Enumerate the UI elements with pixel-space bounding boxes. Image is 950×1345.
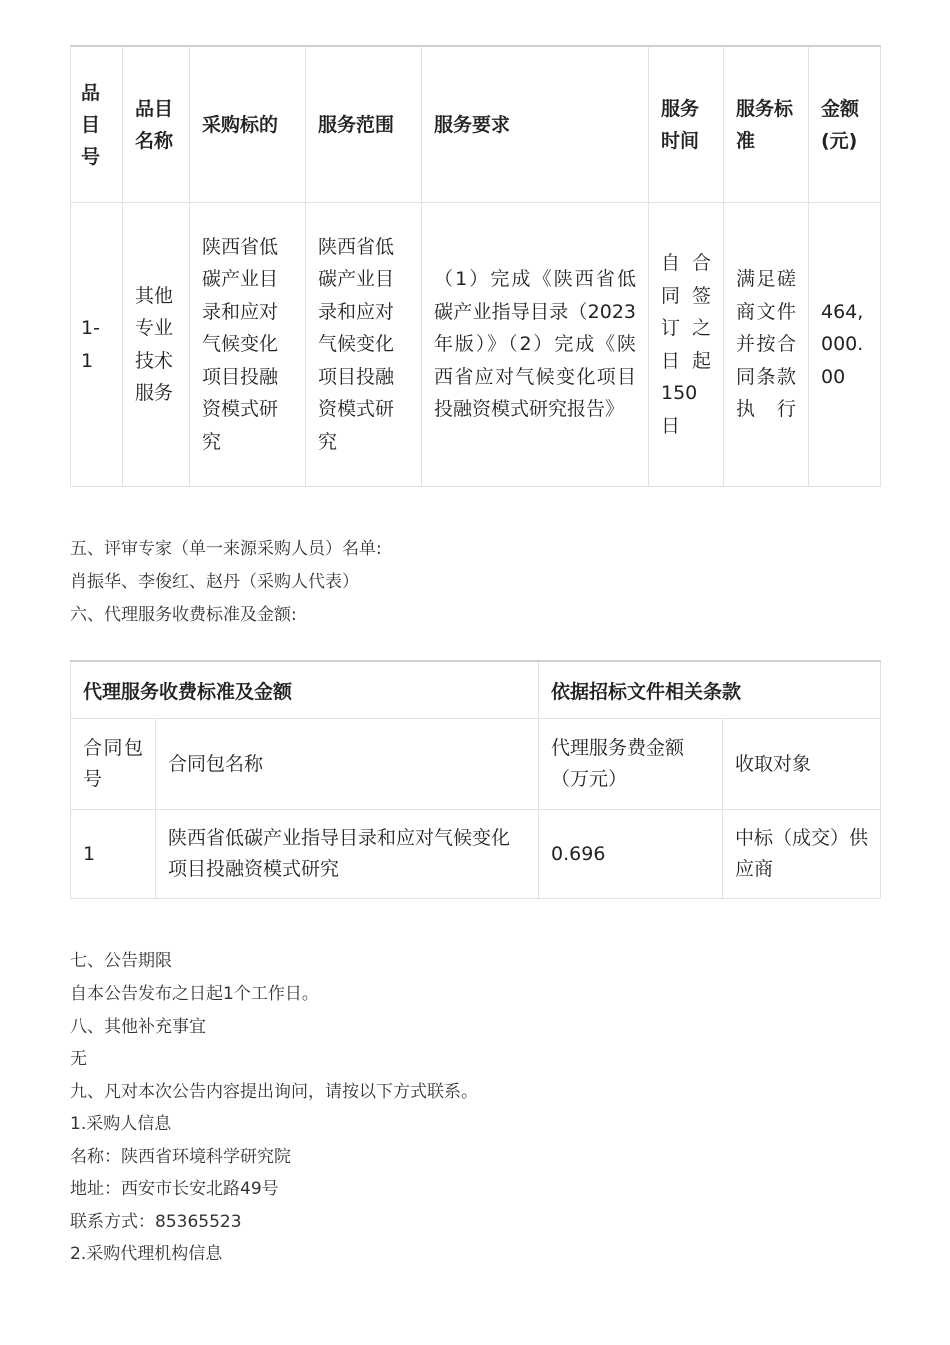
- table-row: [71, 810, 881, 899]
- table-subheader-row: [71, 719, 881, 810]
- section-7-title: 七、公告期限: [70, 951, 172, 971]
- cell-standard: 满足磋商文件并按合同条款执行: [724, 203, 809, 487]
- section-5-title: 五、评审专家（单一来源采购人员）名单:: [70, 539, 382, 559]
- procurement-items-table: [70, 45, 881, 487]
- cell-amount: 464,000.00: [809, 203, 881, 487]
- cell-package-no: 1: [71, 810, 156, 899]
- header-item-no: 品目号: [71, 46, 123, 203]
- agency-info-title: 2.采购代理机构信息: [70, 1244, 223, 1264]
- col-charge-target: 收取对象: [723, 719, 881, 810]
- header-item-name: 品目名称: [123, 46, 190, 203]
- section-6-title: 六、代理服务收费标准及金额:: [70, 605, 297, 625]
- header-standard: 服务标准: [724, 46, 809, 203]
- cell-item-name: 其他专业技术服务: [123, 203, 190, 487]
- col-fee: 代理服务费金额（万元）: [539, 719, 723, 810]
- cell-package-name: 陕西省低碳产业指导目录和应对气候变化项目投融资模式研究: [156, 810, 539, 899]
- section-9-title: 九、凡对本次公告内容提出询问，请按以下方式联系。: [70, 1082, 478, 1102]
- cell-charge-target: 中标（成交）供应商: [723, 810, 881, 899]
- cell-fee: 0.696: [539, 810, 723, 899]
- col-package-name: 合同包名称: [156, 719, 539, 810]
- header-time: 服务时间: [649, 46, 724, 203]
- cell-target: 陕西省低碳产业目录和应对气候变化项目投融资模式研究: [190, 203, 306, 487]
- buyer-address: 地址：西安市长安北路49号: [70, 1179, 279, 1199]
- table-header-row: [71, 661, 881, 719]
- buyer-contact: 联系方式：85365523: [70, 1212, 242, 1232]
- header-basis: 依据招标文件相关条款: [539, 661, 881, 719]
- section-7-content: 自本公告发布之日起1个工作日。: [70, 984, 319, 1004]
- table-header-row: [71, 46, 881, 203]
- header-amount: 金额(元): [809, 46, 881, 203]
- header-scope: 服务范围: [306, 46, 422, 203]
- header-target: 采购标的: [190, 46, 306, 203]
- col-package-no: 合同包号: [71, 719, 156, 810]
- section-5-content: 肖振华、李俊红、赵丹（采购人代表）: [70, 572, 359, 592]
- cell-requirement: （1）完成《陕西省低碳产业指导目录（2023年版）》（2）完成《陕西省应对气候变化项目投融资模式研究报告》: [422, 203, 649, 487]
- header-fee-standard: 代理服务收费标准及金额: [71, 661, 539, 719]
- agency-fee-table: [70, 660, 881, 899]
- buyer-info-title: 1.采购人信息: [70, 1114, 172, 1134]
- cell-scope: 陕西省低碳产业目录和应对气候变化项目投融资模式研究: [306, 203, 422, 487]
- table-row: [71, 203, 881, 487]
- cell-item-no: 1-1: [71, 203, 123, 487]
- section-8-content: 无: [70, 1049, 87, 1069]
- buyer-name: 名称：陕西省环境科学研究院: [70, 1147, 291, 1167]
- section-8-title: 八、其他补充事宜: [70, 1017, 206, 1037]
- cell-time: 自合同签订之日起150日: [649, 203, 724, 487]
- header-requirement: 服务要求: [422, 46, 649, 203]
